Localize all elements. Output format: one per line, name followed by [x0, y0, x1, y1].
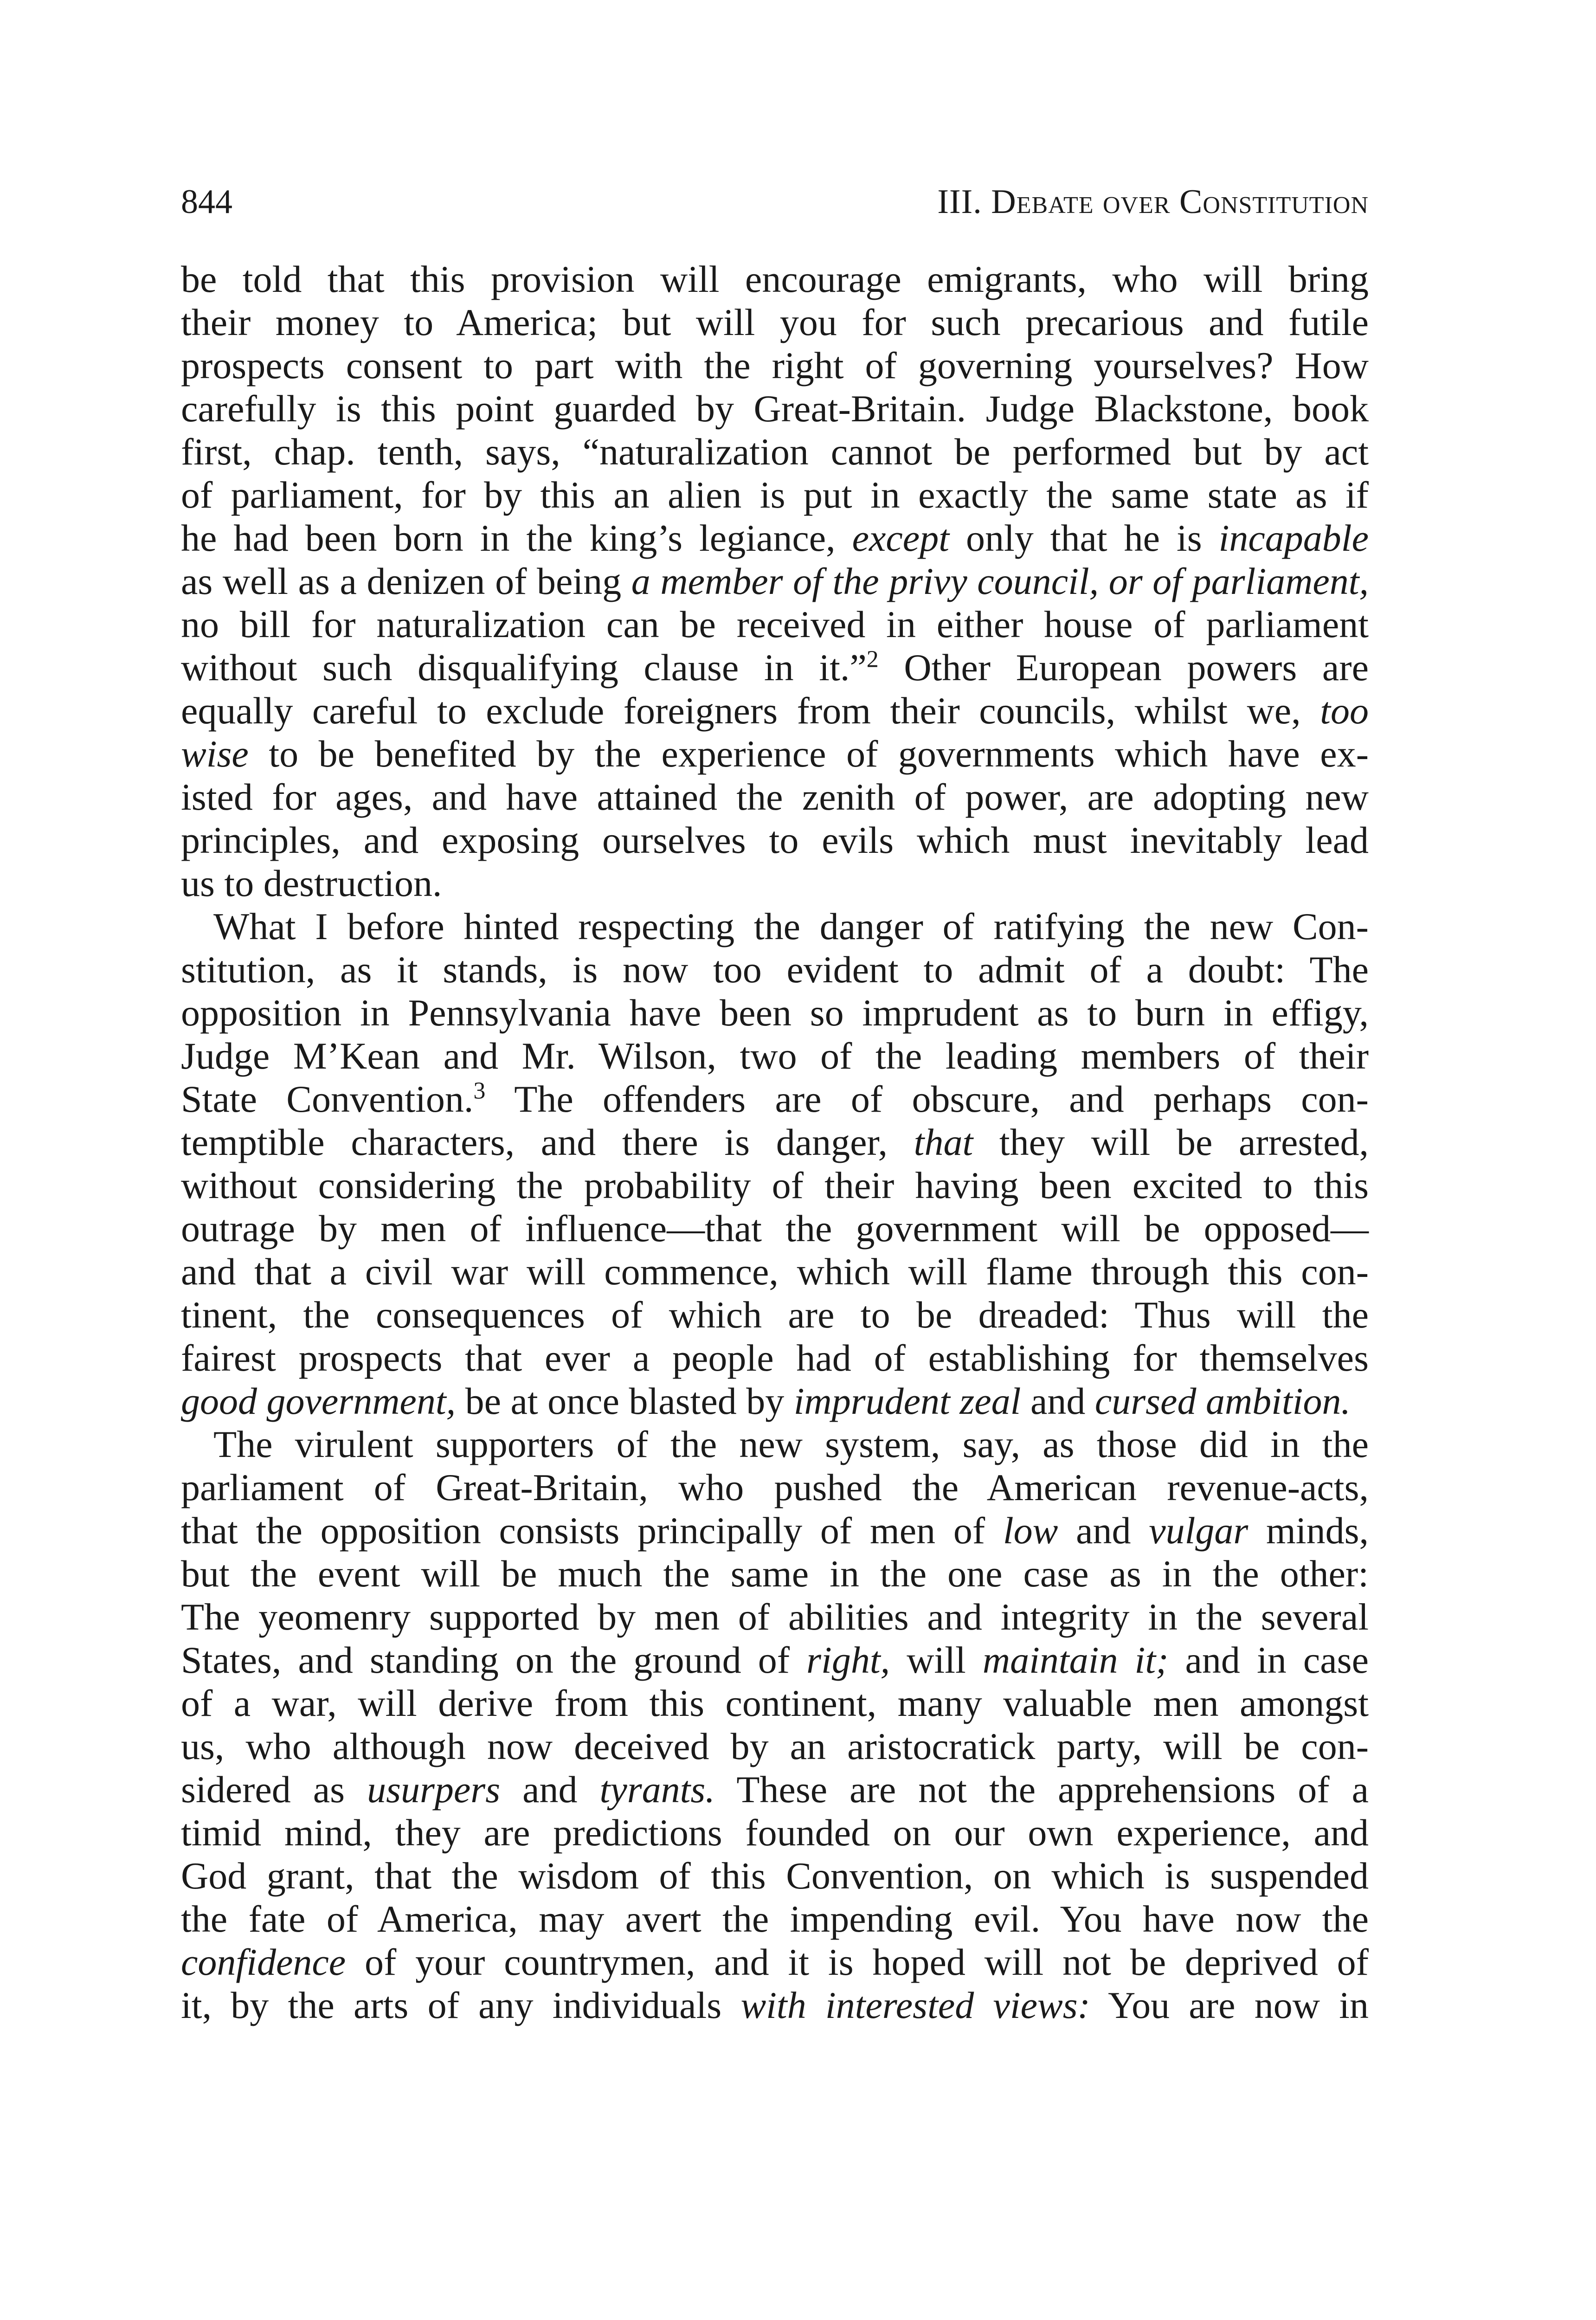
text-run: minds,	[1248, 1509, 1369, 1552]
text-run: of a war, will derive from this continent, many valuable men amongst	[181, 1682, 1369, 1724]
text-line	[181, 1682, 1369, 1725]
text-run: What I before hinted respecting the danger of ratifying the new Con-	[213, 905, 1369, 947]
italic-text: too	[1320, 690, 1369, 732]
paragraph	[181, 1423, 1369, 2027]
italic-text: imprudent zeal	[793, 1380, 1021, 1422]
text-line	[181, 1207, 1369, 1250]
page-number: 844	[181, 183, 232, 221]
text-run: but the event will be much the same in the one case as in the other:	[181, 1553, 1369, 1595]
text-run: without considering the probability of their having been excited to this	[181, 1164, 1369, 1206]
text-line	[181, 1077, 1369, 1121]
italic-text: confidence	[181, 1941, 346, 1983]
text-line	[181, 387, 1369, 430]
text-line	[181, 301, 1369, 344]
text-run: prospects consent to part with the right of governing yourselves? How	[181, 344, 1369, 387]
italic-text: with interested views:	[740, 1984, 1090, 2026]
text-line	[181, 1250, 1369, 1293]
text-line	[181, 948, 1369, 991]
text-line	[181, 991, 1369, 1034]
text-run: as well as a denizen of being	[181, 560, 631, 602]
text-run: tinent, the consequences of which are to be dreaded: Thus will the	[181, 1294, 1369, 1336]
italic-text: good government,	[181, 1380, 456, 1422]
text-line	[181, 1034, 1369, 1077]
italic-text: usurpers	[367, 1768, 501, 1811]
footnote-marker: 2	[866, 646, 879, 673]
text-run: equally careful to exclude foreigners from their councils, whilst we,	[181, 690, 1320, 732]
footnote-marker: 3	[473, 1077, 486, 1104]
italic-text: tyrants.	[599, 1768, 715, 1811]
text-run: Other European powers are	[878, 646, 1369, 689]
text-line	[181, 818, 1369, 862]
italic-text: right,	[806, 1639, 890, 1681]
text-line	[181, 1984, 1369, 2027]
text-run: and	[1058, 1509, 1149, 1552]
body-text	[181, 258, 1369, 2027]
text-line	[181, 905, 1369, 948]
text-line	[181, 862, 1369, 905]
text-run: of parliament, for by this an alien is put in exactly the same state as if	[181, 474, 1369, 516]
paragraph	[181, 905, 1369, 1423]
italic-text: except	[852, 517, 949, 559]
text-run: us to destruction.	[181, 862, 442, 904]
text-line	[181, 1121, 1369, 1164]
text-run: principles, and exposing ourselves to evils which must inevitably lead	[181, 819, 1369, 861]
text-run: State Convention.	[181, 1078, 474, 1120]
text-line	[181, 775, 1369, 818]
text-line	[181, 516, 1369, 560]
text-line	[181, 1293, 1369, 1336]
text-run: sidered as	[181, 1768, 367, 1811]
text-run: their money to America; but will you for such precarious and futile	[181, 301, 1369, 343]
text-run: These are not the apprehensions of a	[714, 1768, 1369, 1811]
text-line	[181, 689, 1369, 732]
italic-text: low	[1003, 1509, 1058, 1552]
text-line	[181, 1466, 1369, 1509]
text-run: isted for ages, and have attained the zenith of power, are adopting new	[181, 776, 1369, 818]
text-run: opposition in Pennsylvania have been so imprudent as to burn in effigy,	[181, 992, 1369, 1034]
italic-text: maintain it;	[982, 1639, 1169, 1681]
text-line	[181, 1552, 1369, 1595]
italic-text: wise	[181, 733, 249, 775]
text-run: that the opposition consists principally of men of	[181, 1509, 1003, 1552]
text-run: and in case	[1168, 1639, 1369, 1681]
text-run: first, chap. tenth, says, “naturalization cannot be performed but by act	[181, 431, 1369, 473]
text-line	[181, 1725, 1369, 1768]
text-line	[181, 1379, 1369, 1423]
text-run: carefully is this point guarded by Great-Britain. Judge Blackstone, book	[181, 387, 1369, 430]
text-run: You are now in	[1090, 1984, 1369, 2026]
text-run: fairest prospects that ever a people had of establishing for themselves	[181, 1337, 1369, 1379]
text-line	[181, 1768, 1369, 1811]
text-run: temptible characters, and there is danger,	[181, 1121, 914, 1163]
text-run: The virulent supporters of the new system, say, as those did in the	[213, 1423, 1369, 1465]
text-line	[181, 603, 1369, 646]
text-run: and	[500, 1768, 600, 1811]
paragraph	[181, 258, 1369, 905]
text-line	[181, 258, 1369, 301]
text-run: he had been born in the king’s legiance,	[181, 517, 852, 559]
text-run: the fate of America, may avert the impending evil. You have now the	[181, 1898, 1369, 1940]
text-run: timid mind, they are predictions founded on our own experience, and	[181, 1811, 1369, 1854]
text-run: outrage by men of influence—that the government will be opposed—	[181, 1207, 1369, 1250]
text-line	[181, 646, 1369, 689]
text-run: and that a civil war will commence, which will flame through this con-	[181, 1250, 1369, 1293]
text-line	[181, 1164, 1369, 1207]
text-line	[181, 473, 1369, 516]
text-run: only that he is	[949, 517, 1219, 559]
text-line	[181, 560, 1369, 603]
text-run: The yeomenry supported by men of abilities and integrity in the several	[181, 1596, 1369, 1638]
text-run: will	[890, 1639, 983, 1681]
running-head	[181, 179, 1369, 225]
text-run: without such disqualifying clause in it.”	[181, 646, 867, 689]
text-line	[181, 1336, 1369, 1379]
text-run: parliament of Great-Britain, who pushed the American revenue-acts,	[181, 1466, 1369, 1508]
text-line	[181, 1595, 1369, 1638]
italic-text: vulgar	[1149, 1509, 1248, 1552]
text-line	[181, 1897, 1369, 1940]
text-run: God grant, that the wisdom of this Convention, on which is suspended	[181, 1855, 1369, 1897]
text-run: be at once blasted by	[456, 1380, 794, 1422]
text-run: it, by the arts of any individuals	[181, 1984, 741, 2026]
text-line	[181, 344, 1369, 387]
text-run: be told that this provision will encourage emigrants, who will bring	[181, 258, 1369, 300]
italic-text: cursed ambition.	[1094, 1380, 1351, 1422]
text-run: us, who although now deceived by an aristocratick party, will be con-	[181, 1725, 1369, 1767]
text-line	[181, 1940, 1369, 1984]
text-run: and	[1021, 1380, 1095, 1422]
text-run: States, and standing on the ground of	[181, 1639, 807, 1681]
text-run: Judge M’Kean and Mr. Wilson, two of the leading members of their	[181, 1035, 1369, 1077]
text-line	[181, 1811, 1369, 1854]
text-run: to be benefited by the experience of governments which have ex-	[248, 733, 1369, 775]
italic-text: incapable	[1218, 517, 1369, 559]
italic-text: a member of the privy council, or of parliament,	[631, 560, 1369, 602]
text-line	[181, 430, 1369, 473]
text-line	[181, 1509, 1369, 1552]
text-run: The offenders are of obscure, and perhaps con-	[485, 1078, 1369, 1120]
text-run: of your countrymen, and it is hoped will not be deprived of	[346, 1941, 1369, 1983]
text-line	[181, 732, 1369, 775]
text-line	[181, 1423, 1369, 1466]
section-title: III. Debate over Constitution	[937, 183, 1369, 221]
text-line	[181, 1638, 1369, 1682]
text-line	[181, 1854, 1369, 1897]
text-run: stitution, as it stands, is now too evident to admit of a doubt: The	[181, 948, 1369, 991]
text-run: no bill for naturalization can be received in either house of parliament	[181, 603, 1369, 645]
text-run: they will be arrested,	[973, 1121, 1369, 1163]
italic-text: that	[914, 1121, 973, 1163]
